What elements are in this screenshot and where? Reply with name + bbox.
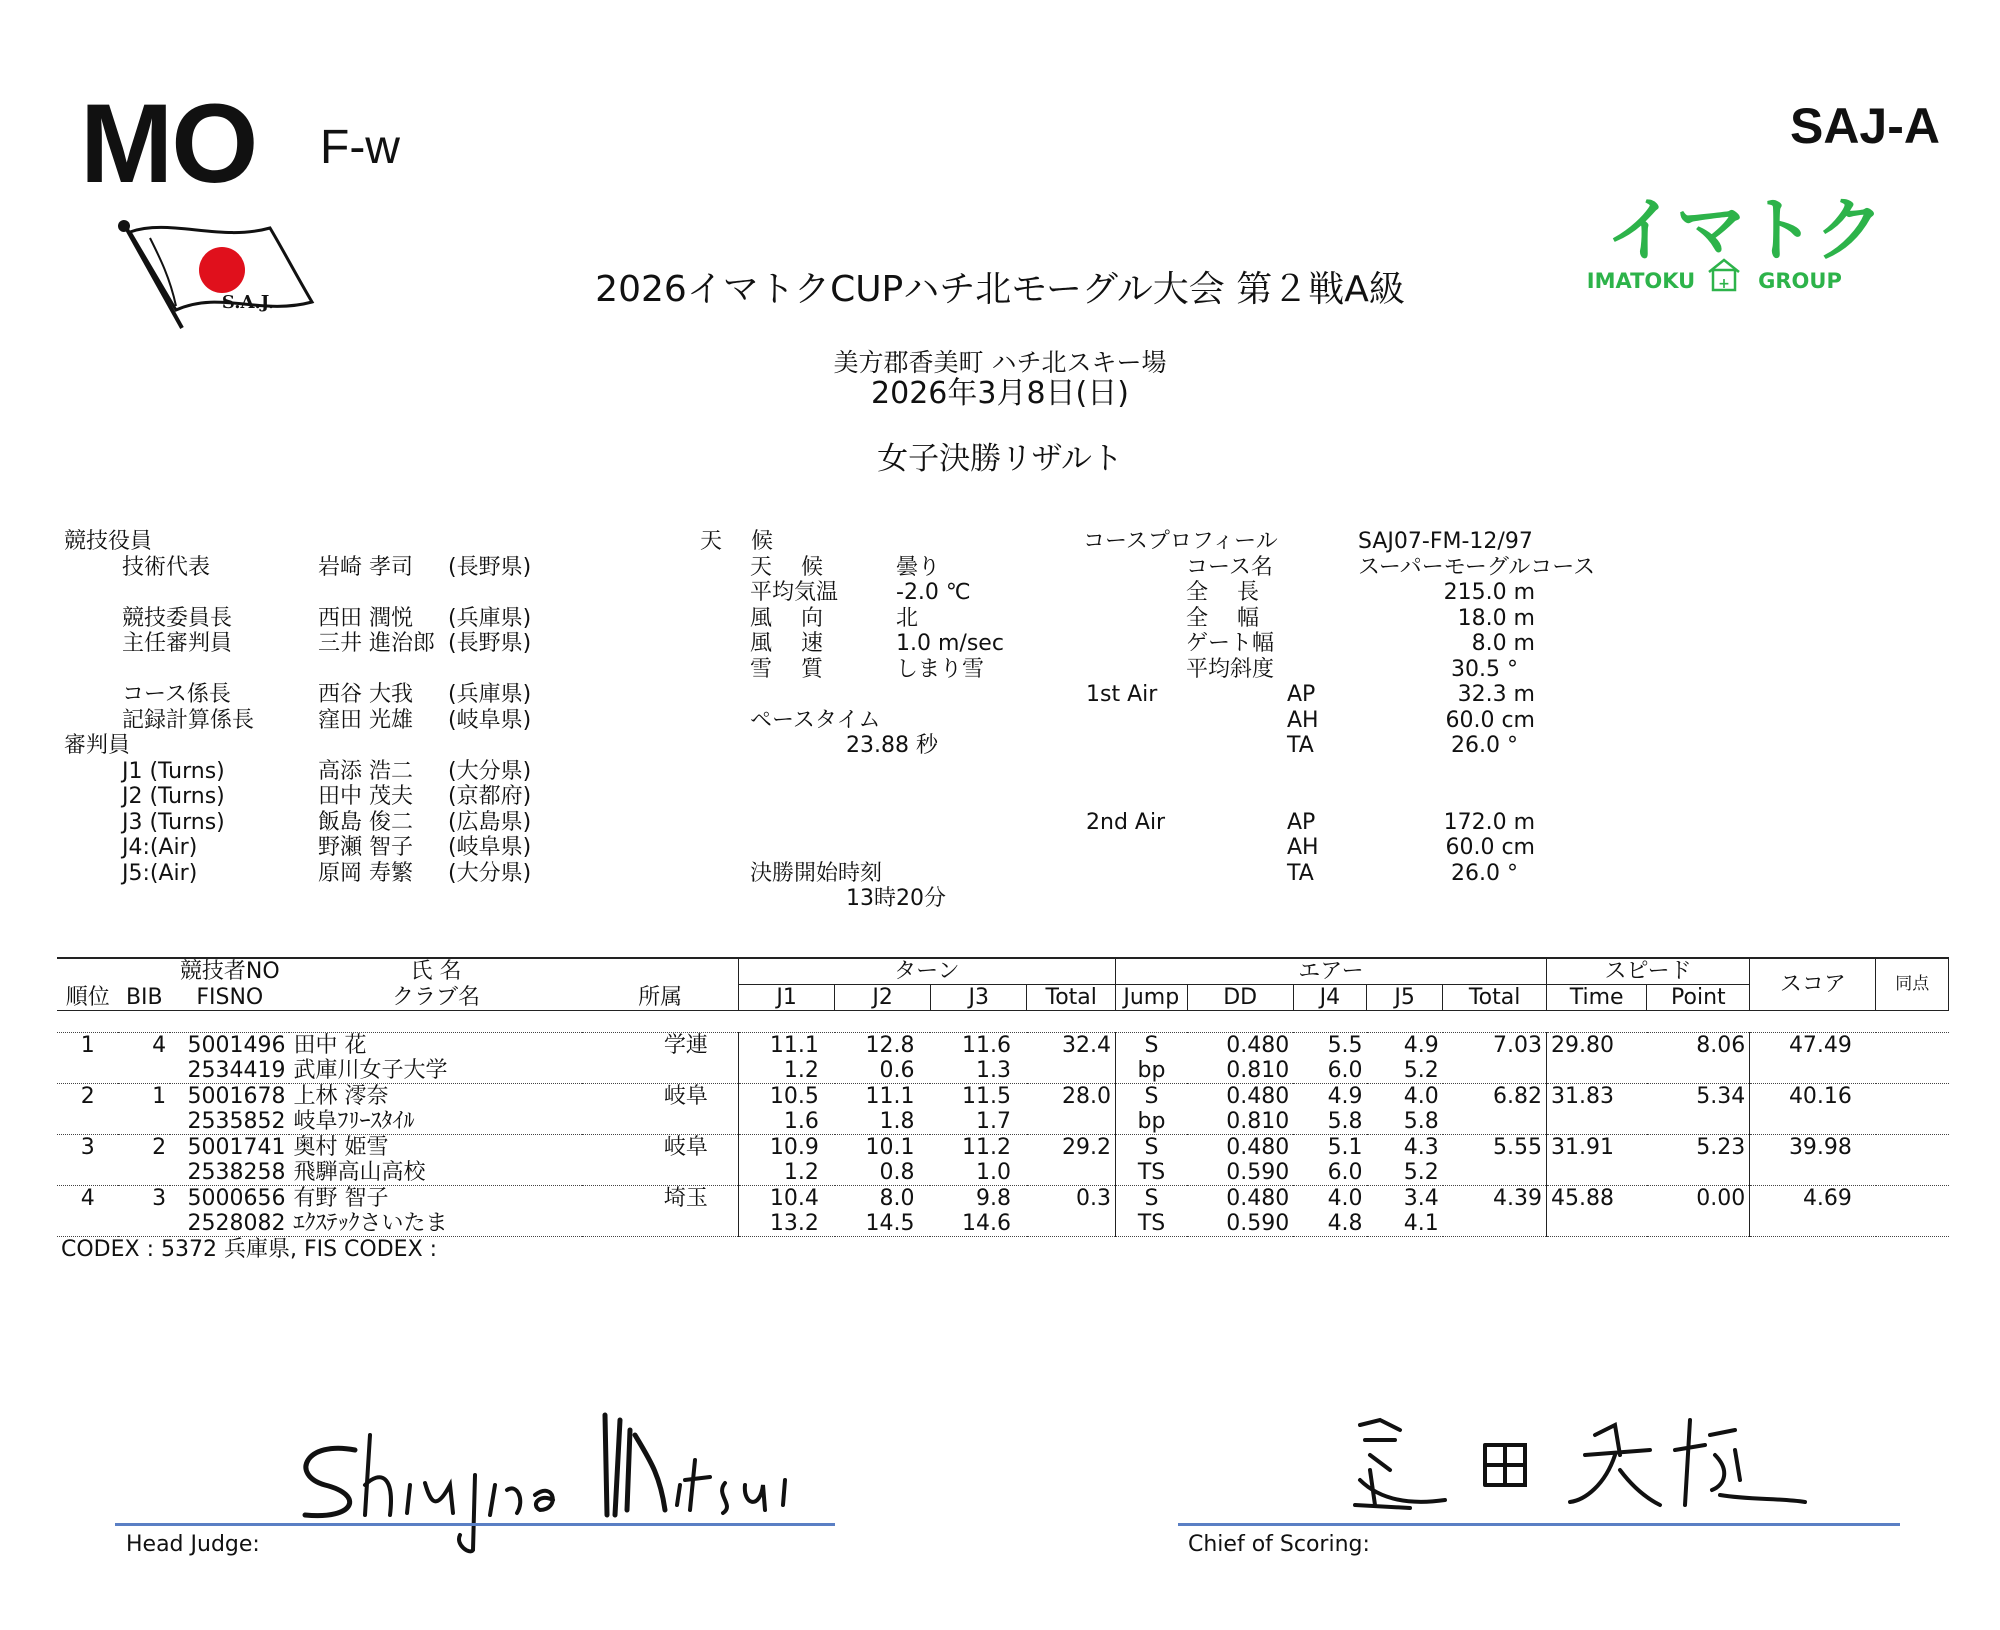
fis-no: 2534419 — [170, 1058, 289, 1084]
air-key: AH — [1287, 835, 1319, 860]
official-name: 岩崎 孝司 — [318, 555, 413, 580]
air-total: 5.55 — [1492, 1135, 1542, 1160]
official-pref: (岐阜県) — [448, 708, 532, 733]
table-row-sub — [57, 1160, 1949, 1186]
dd: 0.810 — [1187, 1109, 1293, 1135]
weather-heading: 天 候 — [700, 529, 773, 554]
competitor-no: 5001496 — [187, 1033, 286, 1058]
header-turn-total: Total — [1027, 985, 1115, 1011]
judge-pref: (広島県) — [448, 810, 532, 835]
header-fisno: FISNO — [196, 984, 264, 1010]
j4-score: 5.8 — [1293, 1109, 1366, 1135]
time: 29.80 — [1546, 1033, 1646, 1059]
air-value: 26.0 ° — [1451, 733, 1518, 758]
j3-score: 11.2 — [961, 1135, 1011, 1160]
head-judge-signature — [285, 1405, 805, 1555]
judge-pref: (大分県) — [448, 759, 532, 784]
j4-score: 4.0 — [1327, 1186, 1363, 1211]
jump-code: S — [1115, 1186, 1187, 1212]
dd: 0.480 — [1226, 1033, 1290, 1058]
judge-role: J4:(Air) — [122, 835, 198, 860]
jump-code: TS — [1115, 1211, 1187, 1237]
official-role: コース係長 — [122, 682, 231, 707]
j3-deduction: 1.0 — [930, 1160, 1027, 1186]
svg-text:IMATOKU: IMATOKU — [1586, 269, 1696, 293]
competitor-no: 5001678 — [187, 1084, 286, 1109]
table-row-sub — [57, 1109, 1949, 1135]
jump-code: bp — [1115, 1109, 1187, 1135]
official-pref: (長野県) — [448, 555, 532, 580]
total-score: 40.16 — [1750, 1084, 1876, 1110]
jump-code: bp — [1115, 1058, 1187, 1084]
j2-deduction: 1.8 — [835, 1109, 931, 1135]
affiliation: 学連 — [663, 1033, 708, 1058]
j2-score: 8.0 — [879, 1186, 915, 1211]
svg-text:イマトク: イマトク — [1605, 192, 1885, 271]
header-air-total: Total — [1443, 985, 1547, 1011]
header-affiliation: 所属 — [638, 984, 683, 1010]
j5-score: 4.0 — [1403, 1084, 1439, 1109]
club-name: 武庫川女子大学 — [289, 1058, 582, 1084]
j4-score: 4.9 — [1327, 1084, 1363, 1109]
course-label: 平均斜度 — [1186, 657, 1275, 682]
weather-label: 天 候 — [750, 555, 823, 580]
j3-score: 11.6 — [961, 1033, 1011, 1058]
rank: 4 — [80, 1186, 95, 1211]
table-row-sub — [57, 1211, 1949, 1237]
chief-scoring-signature-line — [1178, 1523, 1900, 1526]
speed-point: 8.06 — [1696, 1033, 1746, 1058]
j5-score: 5.2 — [1367, 1058, 1443, 1084]
header-dd: DD — [1187, 985, 1293, 1011]
j3-deduction: 1.7 — [930, 1109, 1027, 1135]
official-role: 主任審判員 — [122, 631, 233, 656]
judge-pref: (岐阜県) — [448, 835, 532, 860]
affiliation: 埼玉 — [663, 1186, 708, 1211]
dd: 0.590 — [1187, 1211, 1293, 1237]
final-start-label: 決勝開始時刻 — [750, 861, 883, 886]
class-code: SAJ-A — [1789, 98, 1940, 154]
jump-code: S — [1115, 1135, 1187, 1161]
j1-deduction: 1.6 — [738, 1109, 835, 1135]
speed-point: 5.23 — [1696, 1135, 1746, 1160]
j3-deduction: 14.6 — [930, 1211, 1027, 1237]
header-tie: 同点 — [1876, 958, 1949, 1011]
chief-scoring-signature — [1340, 1410, 1820, 1520]
athlete-name: 奥村 姫雪 — [293, 1135, 389, 1160]
event-title: 2026イマトクCUPハチ北モーグル大会 第２戦A級 — [595, 269, 1405, 310]
judge-name: 高添 浩二 — [318, 759, 413, 784]
time: 31.91 — [1546, 1135, 1646, 1161]
results-table — [57, 957, 1949, 1262]
weather-value: -2.0 ℃ — [896, 580, 971, 605]
time: 45.88 — [1546, 1186, 1646, 1212]
j2-deduction: 0.8 — [835, 1160, 931, 1186]
air-key: TA — [1287, 861, 1314, 886]
header-j5: J5 — [1367, 985, 1443, 1011]
table-row — [57, 1186, 1949, 1212]
total-score: 47.49 — [1750, 1033, 1876, 1059]
officials-heading: 競技役員 — [64, 529, 153, 554]
speed-point: 0.00 — [1696, 1186, 1746, 1211]
air-key: AP — [1287, 810, 1316, 835]
total-score: 39.98 — [1750, 1135, 1876, 1161]
turn-total: 29.2 — [1061, 1135, 1111, 1160]
total-score: 4.69 — [1750, 1186, 1876, 1212]
speed-point: 5.34 — [1696, 1084, 1746, 1109]
chief-scoring-label: Chief of Scoring: — [1188, 1532, 1370, 1557]
table-subheader-row — [57, 985, 1949, 1011]
event-date: 2026年3月8日(日) — [871, 376, 1129, 411]
j1-deduction: 13.2 — [738, 1211, 835, 1237]
course-label: 全 幅 — [1186, 606, 1259, 631]
j5-score: 5.8 — [1367, 1109, 1443, 1135]
j5-score: 4.3 — [1403, 1135, 1439, 1160]
official-pref: (兵庫県) — [448, 682, 532, 707]
header-jump: Jump — [1115, 985, 1187, 1011]
header-point: Point — [1647, 985, 1750, 1011]
time: 31.83 — [1546, 1084, 1646, 1110]
event-code: MO — [80, 81, 257, 206]
table-row — [57, 1033, 1949, 1059]
course-code: SAJ07-FM-12/97 — [1358, 529, 1533, 554]
j5-score: 4.9 — [1403, 1033, 1439, 1058]
athlete-name: 有野 智子 — [293, 1186, 389, 1211]
j4-score: 4.8 — [1293, 1211, 1366, 1237]
header-turns: ターン — [738, 958, 1115, 985]
judge-role: J3 (Turns) — [122, 810, 225, 835]
official-name: 西田 潤悦 — [318, 606, 413, 631]
judge-role: J5:(Air) — [122, 861, 198, 886]
j1-score: 10.4 — [738, 1186, 835, 1212]
air-value: 172.0 m — [1443, 810, 1535, 835]
fis-no: 2538258 — [170, 1160, 289, 1186]
header-j2: J2 — [835, 985, 931, 1011]
table-row-sub — [57, 1058, 1949, 1084]
bib: 1 — [152, 1084, 167, 1109]
header-time: Time — [1546, 985, 1646, 1011]
j1-score: 11.1 — [738, 1033, 835, 1059]
air-key: AH — [1287, 708, 1319, 733]
dd: 0.810 — [1187, 1058, 1293, 1084]
weather-value: 1.0 m/sec — [896, 631, 1004, 656]
j2-deduction: 0.6 — [835, 1058, 931, 1084]
svg-text:+: + — [1718, 276, 1730, 292]
weather-label: 雪 質 — [750, 657, 823, 682]
air-key: TA — [1287, 733, 1314, 758]
table-header-row — [57, 958, 1949, 985]
course-value: 215.0 m — [1443, 580, 1535, 605]
j2-score: 11.1 — [865, 1084, 915, 1109]
official-role: 競技委員長 — [122, 606, 233, 631]
j2-score: 12.8 — [865, 1033, 915, 1058]
jump-code: S — [1115, 1084, 1187, 1110]
j5-score: 3.4 — [1403, 1186, 1439, 1211]
j4-score: 5.5 — [1327, 1033, 1363, 1058]
weather-value: 北 — [896, 606, 919, 631]
judges-heading: 審判員 — [64, 733, 131, 758]
official-pref: (兵庫県) — [448, 606, 532, 631]
codex-line: CODEX : 5372 兵庫県, FIS CODEX : — [61, 1237, 438, 1262]
air-value: 60.0 cm — [1445, 708, 1535, 733]
fis-no: 2535852 — [170, 1109, 289, 1135]
course-label: コース名 — [1186, 555, 1273, 580]
judge-role: J1 (Turns) — [122, 759, 225, 784]
club-name: 岐阜ﾌﾘｰｽﾀｲﾙ — [289, 1109, 582, 1135]
weather-label: 平均気温 — [750, 580, 839, 605]
header-bib: BIB — [125, 984, 163, 1010]
header-j3: J3 — [930, 985, 1027, 1011]
turn-total: 0.3 — [1075, 1186, 1111, 1211]
air-key: AP — [1287, 682, 1316, 707]
turn-total: 28.0 — [1061, 1084, 1111, 1109]
j5-score: 5.2 — [1367, 1160, 1443, 1186]
rank: 2 — [80, 1084, 95, 1109]
affiliation: 岐阜 — [663, 1084, 708, 1109]
weather-value: しまり雪 — [896, 657, 985, 682]
weather-value: 曇り — [896, 555, 941, 580]
pace-time-value: 23.88 秒 — [846, 733, 938, 758]
header-comp-no: 競技者NO — [179, 959, 280, 985]
j1-score: 10.9 — [738, 1135, 835, 1161]
official-role: 技術代表 — [122, 555, 211, 580]
bib: 2 — [152, 1135, 167, 1160]
weather-label: 風 速 — [750, 631, 823, 656]
spacer-row — [57, 1011, 1949, 1033]
header-j1: J1 — [738, 985, 835, 1011]
j4-score: 6.0 — [1293, 1160, 1366, 1186]
table-row — [57, 1135, 1949, 1161]
official-name: 三井 進治郎 — [318, 631, 435, 656]
course-heading: コースプロフィール — [1083, 529, 1278, 554]
header-club: クラブ名 — [391, 984, 480, 1010]
j2-deduction: 14.5 — [835, 1211, 931, 1237]
athlete-name: 上林 澪奈 — [293, 1084, 389, 1109]
judge-name: 飯島 俊二 — [318, 810, 413, 835]
judge-role: J2 (Turns) — [122, 784, 225, 809]
j3-score: 11.5 — [961, 1084, 1011, 1109]
judge-name: 原岡 寿繁 — [318, 861, 413, 886]
athlete-name: 田中 花 — [293, 1033, 367, 1058]
air-total: 6.82 — [1492, 1084, 1542, 1109]
fis-no: 2528082 — [170, 1211, 289, 1237]
first-air-label: 1st Air — [1086, 682, 1158, 707]
judge-name: 野瀬 智子 — [318, 835, 413, 860]
header-score: スコア — [1750, 958, 1876, 1011]
final-start-value: 13時20分 — [846, 886, 946, 911]
course-value: 8.0 m — [1471, 631, 1535, 656]
judge-name: 田中 茂夫 — [318, 784, 413, 809]
j5-score: 4.1 — [1367, 1211, 1443, 1237]
course-label: ゲート幅 — [1186, 631, 1275, 656]
table-row — [57, 1084, 1949, 1110]
j3-deduction: 1.3 — [930, 1058, 1027, 1084]
official-pref: (長野県) — [448, 631, 532, 656]
judge-pref: (京都府) — [448, 784, 532, 809]
air-value: 60.0 cm — [1445, 835, 1535, 860]
rank: 3 — [80, 1135, 95, 1160]
dd: 0.480 — [1226, 1135, 1290, 1160]
j1-score: 10.5 — [738, 1084, 835, 1110]
result-subtitle: 女子決勝リザルト — [877, 441, 1123, 477]
codex-row — [57, 1237, 1949, 1263]
club-name: 飛騨高山高校 — [289, 1160, 582, 1186]
header-rank: 順位 — [65, 984, 110, 1010]
judge-pref: (大分県) — [448, 861, 532, 886]
j4-score: 5.1 — [1327, 1135, 1363, 1160]
course-value: 30.5 ° — [1451, 657, 1518, 682]
j4-score: 6.0 — [1293, 1058, 1366, 1084]
dd: 0.590 — [1187, 1160, 1293, 1186]
j1-deduction: 1.2 — [738, 1160, 835, 1186]
head-judge-label: Head Judge: — [126, 1532, 260, 1557]
official-name: 窪田 光雄 — [318, 708, 413, 733]
official-role: 記録計算係長 — [122, 708, 255, 733]
affiliation: 岐阜 — [663, 1135, 708, 1160]
air-value: 32.3 m — [1457, 682, 1535, 707]
svg-text:S.A.J.: S.A.J. — [221, 292, 275, 313]
pace-time-label: ペースタイム — [750, 708, 881, 733]
turn-total: 32.4 — [1061, 1033, 1111, 1058]
jump-code: TS — [1115, 1160, 1187, 1186]
svg-text:GROUP: GROUP — [1758, 269, 1842, 293]
header-name: 氏 名 — [410, 959, 462, 985]
course-value: スーパーモーグルコース — [1358, 555, 1596, 580]
header-speed: スピード — [1546, 958, 1749, 985]
rank: 1 — [80, 1033, 95, 1058]
competitor-no: 5000656 — [187, 1186, 286, 1211]
bib: 3 — [152, 1186, 167, 1211]
j3-score: 9.8 — [975, 1186, 1011, 1211]
air-value: 26.0 ° — [1451, 861, 1518, 886]
venue: 美方郡香美町 ハチ北スキー場 — [833, 348, 1167, 377]
second-air-label: 2nd Air — [1086, 810, 1166, 835]
bib: 4 — [152, 1033, 167, 1058]
dd: 0.480 — [1226, 1186, 1290, 1211]
course-value: 18.0 m — [1457, 606, 1535, 631]
course-label: 全 長 — [1186, 580, 1259, 605]
head-judge-signature-line — [115, 1523, 835, 1526]
category-code: F-w — [320, 121, 400, 174]
jump-code: S — [1115, 1033, 1187, 1059]
header-air: エアー — [1115, 958, 1546, 985]
weather-label: 風 向 — [750, 606, 823, 631]
header-j4: J4 — [1293, 985, 1366, 1011]
air-total: 4.39 — [1492, 1186, 1542, 1211]
air-total: 7.03 — [1492, 1033, 1542, 1058]
competitor-no: 5001741 — [187, 1135, 286, 1160]
club-name: ｴｸｽﾃｯｸさいたま — [289, 1211, 582, 1237]
j1-deduction: 1.2 — [738, 1058, 835, 1084]
official-name: 西谷 大我 — [318, 682, 413, 707]
j2-score: 10.1 — [865, 1135, 915, 1160]
dd: 0.480 — [1226, 1084, 1290, 1109]
